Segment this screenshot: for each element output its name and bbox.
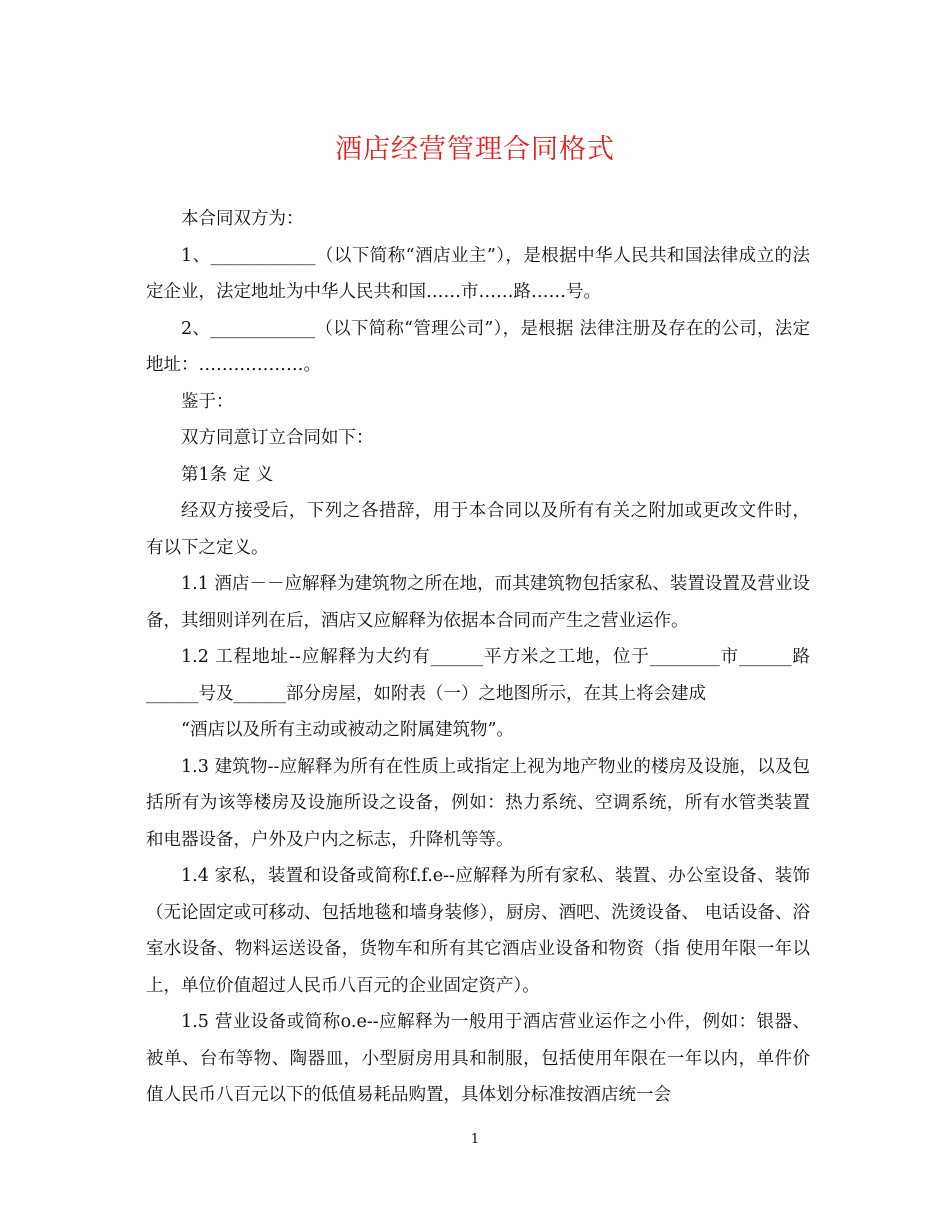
clause-1-3: 1.3 建筑物--应解释为所有在性质上或指定上视为地产物业的楼房及设施，以及包括所有为该等楼房及设施所设之设备，例如：热力系统、空调系统，所有水管类装置和电器设备，户外及户内之标志，升降机等等。: [146, 756, 810, 850]
paragraph-party-1: 1、____________（以下简称“酒店业主”），是根据中华人民共和国法律成立的法定企业，法定地址为中华人民共和国……市……路……号。: [146, 245, 810, 302]
document-title: 酒店经营管理合同格式: [335, 134, 615, 165]
document-body: [146, 201, 810, 1114]
clause-1-4: 1.4 家私，装置和设备或简称f.f.e--应解释为所有家私、装置、办公室设备、装饰（无论固定或可移动、包括地毯和墙身装修），厨房、酒吧、洗烫设备、 电话设备、浴室水设备、物料运送设备，货物车和所有其它酒店业设备和物资（指 使用年限一年以上，单位价值超过人民币八百元的企业固定资产）。: [146, 866, 810, 996]
paragraph-party-2: 2、____________（以下简称“管理公司”），是根据 法律注册及存在的公司，法定地址：………………。: [146, 318, 810, 375]
paragraph-whereas: 鉴于：: [181, 391, 234, 412]
paragraph-parties-intro: 本合同双方为：: [181, 209, 304, 229]
clause-1-2: 1.2 工程地址--应解释为大约有______平方米之工地，位于________市______路______号及______部分房屋，如附表（一）之地图所示，在其上将会建成: [146, 647, 810, 704]
clause-1-2-continued: “酒店以及所有主动或被动之附属建筑物”。: [181, 720, 514, 740]
paragraph-agreement: 双方同意订立合同如下：: [181, 428, 374, 448]
paragraph-definitions-intro: 经双方接受后，下列之各措辞，用于本合同以及所有有关之附加或更改文件时，有以下之定义。: [146, 501, 810, 558]
clause-1-1: 1.1 酒店－－应解释为建筑物之所在地，而其建筑物包括家私、装置设置及营业设备，其细则详列在后，酒店又应解释为依据本合同而产生之营业运作。: [146, 574, 810, 631]
clause-1-5: 1.5 营业设备或简称o.e--应解释为一般用于酒店营业运作之小件，例如：银器、被单、台布等物、陶器皿，小型厨房用具和制服，包括使用年限在一年以内，单件价值人民币八百元以下的低值易耗品购置，具体划分标准按酒店统一会: [146, 1012, 810, 1105]
page-number: 1: [470, 1132, 480, 1147]
article-1-heading: 第1条 定 义: [181, 464, 274, 485]
